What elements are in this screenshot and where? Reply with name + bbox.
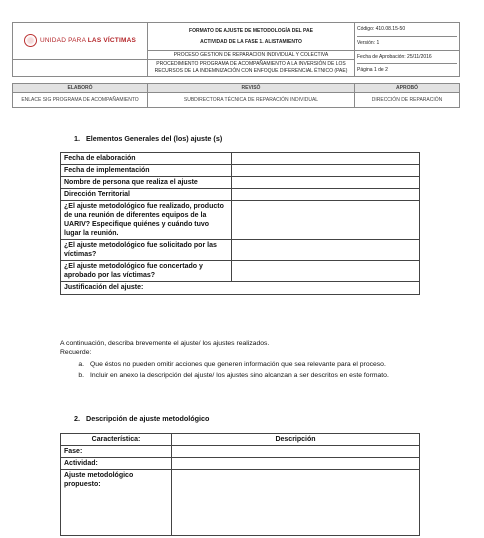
row-label: ¿El ajuste metodológico fue solicitado por las víctimas? xyxy=(61,240,232,261)
list-text: Incluir en anexo la descripción del ajuste/ los ajustes sino alcanzan a ser descritos en este formato. xyxy=(90,371,389,379)
title-line-2: ACTIVIDAD DE LA FASE 1. ALISTAMIENTO xyxy=(200,38,302,45)
row-label: Ajuste metodológico propuesto: xyxy=(61,470,172,536)
signature-table xyxy=(12,83,460,108)
section-1-title: Elementos Generales del (los) ajuste (s) xyxy=(86,134,223,143)
row-label: Fecha de elaboración xyxy=(61,153,232,165)
title-line-1: FORMATO DE AJUSTE DE METODOLOGÍA DEL PAE xyxy=(189,27,313,34)
table-row xyxy=(61,165,420,177)
section-2-number: 2. xyxy=(74,414,80,423)
table-row xyxy=(61,153,420,165)
instructions-list xyxy=(74,360,420,381)
logo-cell xyxy=(13,23,148,60)
meta-cell xyxy=(355,51,460,77)
row-label: Actividad: xyxy=(61,458,172,470)
section-1-heading xyxy=(74,134,222,143)
table-header-row xyxy=(61,434,420,446)
elaboro-value: ENLACE SIG PROGRAMA DE ACOMPAÑAMIENTO xyxy=(13,93,148,108)
procedure-name: PROCEDIMIENTO PROGRAMA DE ACOMPAÑAMIENTO A LA INVERSIÓN DE LOS RECURSOS DE LA INDEMNIZACIÓN CON ENFOQUE DIFERENCIAL ÉTNICO (PAE) xyxy=(148,60,355,77)
row-value-field[interactable] xyxy=(172,470,420,536)
row-value-field[interactable] xyxy=(232,189,420,201)
section-1-number: 1. xyxy=(74,134,80,143)
table-row xyxy=(61,446,420,458)
table-row xyxy=(61,261,420,282)
process-name: PROCESO GESTION DE REPARACION INDIVIDUAL Y COLECTIVA xyxy=(148,51,355,60)
table-row xyxy=(61,177,420,189)
list-item xyxy=(74,371,420,381)
page-number: Página 1 de 2 xyxy=(357,67,388,73)
row-label: Dirección Territorial xyxy=(61,189,232,201)
list-text: Que éstos no pueden omitir acciones que generen información que sea relevante para el proceso. xyxy=(90,361,386,368)
coat-of-arms-icon xyxy=(24,34,37,47)
code-cell xyxy=(355,23,460,51)
logo-brand: LAS VÍCTIMAS xyxy=(87,36,137,44)
row-label: ¿El ajuste metodológico fue realizado, producto de una reunión de diferentes equipos de la UARIV? Especifique quiénes y cuándo tuvo lugar la reunión. xyxy=(61,201,232,240)
characteristic-header: Característica: xyxy=(61,434,172,446)
row-value-field[interactable] xyxy=(232,165,420,177)
row-label: Fase: xyxy=(61,446,172,458)
reviso-value: SUBDIRECTORA TÉCNICA DE REPARACIÓN INDIVIDUAL xyxy=(148,93,355,108)
row-value-field[interactable] xyxy=(232,261,420,282)
reviso-header: REVISÓ xyxy=(148,84,355,93)
row-label: ¿El ajuste metodológico fue concertado y aprobado por las víctimas? xyxy=(61,261,232,282)
justification-field[interactable] xyxy=(61,282,420,295)
logo-prefix: UNIDAD PARA xyxy=(39,36,88,44)
list-marker: b. xyxy=(78,371,84,379)
approval-date: Fecha de Aprobación: 25/11/2016 xyxy=(357,51,457,64)
row-label: Fecha de implementación xyxy=(61,165,232,177)
document-title xyxy=(148,23,355,51)
instructions-intro: A continuación, describa brevemente el ajuste/ los ajustes realizados. xyxy=(60,340,270,347)
methodology-description-table xyxy=(60,433,420,536)
elaboro-header: ELABORÓ xyxy=(13,84,148,93)
row-value-field[interactable] xyxy=(232,201,420,240)
remember-label: Recuerde: xyxy=(60,349,92,356)
list-marker: a. xyxy=(78,361,84,368)
table-row xyxy=(61,201,420,240)
row-value-field[interactable] xyxy=(172,446,420,458)
list-item xyxy=(74,360,420,370)
table-row xyxy=(61,240,420,261)
table-row xyxy=(61,189,420,201)
section-2-heading xyxy=(74,414,209,423)
table-row xyxy=(61,458,420,470)
section-2-title: Descripción de ajuste metodológico xyxy=(86,414,210,423)
aprobo-value: DIRECCIÓN DE REPARACIÓN xyxy=(355,93,460,108)
row-value-field[interactable] xyxy=(232,153,420,165)
row-value-field[interactable] xyxy=(172,458,420,470)
row-label: Nombre de persona que realiza el ajuste xyxy=(61,177,232,189)
row-value-field[interactable] xyxy=(232,240,420,261)
document-version: Versión: 1 xyxy=(357,40,380,46)
justification-label: Justificación del ajuste: xyxy=(64,284,144,291)
general-elements-table xyxy=(60,152,420,295)
organization-logo xyxy=(24,34,136,47)
document-header xyxy=(12,22,460,77)
document-code: Código: 410.08.15-50 xyxy=(357,23,457,37)
table-row xyxy=(61,282,420,295)
aprobo-header: APROBÓ xyxy=(355,84,460,93)
table-row xyxy=(61,470,420,536)
row-value-field[interactable] xyxy=(232,177,420,189)
description-header: Descripción xyxy=(172,434,420,446)
